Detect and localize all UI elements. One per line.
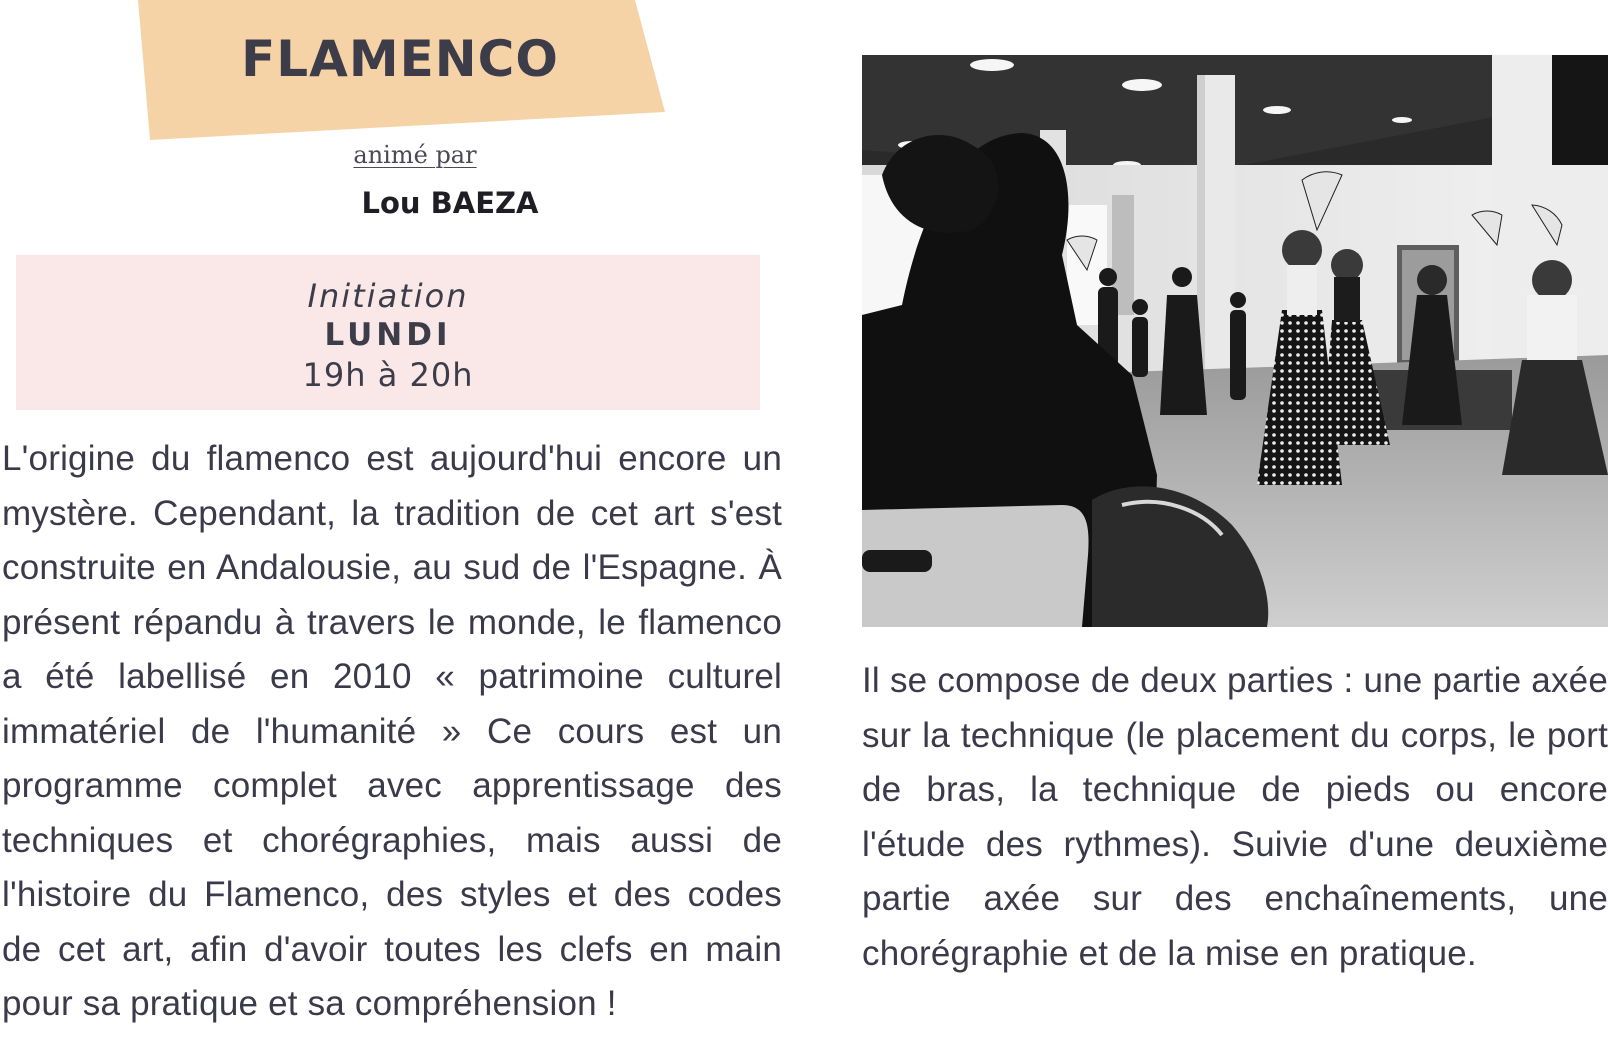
schedule-day: LUNDI	[324, 317, 452, 353]
class-photo	[862, 55, 1608, 627]
description-left: L'origine du flamenco est aujourd'hui encore un mystère. Cependant, la tradition de cet art s'est construite en Andalousie, au sud de l'Espagne. À présent répandu à travers le monde, le flamenco a été labellisé en 2010 « patrimoine culturel immatériel de l'humanité » Ce cours est un programme complet avec apprentissage des techniques et chorégraphies, mais aussi de l'histoire du Flamenco, des styles et des codes de cet art, afin d'avoir toutes les clefs en main pour sa pratique et sa compréhension !	[2, 439, 782, 1023]
schedule-time: 19h à 20h	[302, 356, 474, 394]
schedule-level: Initiation	[307, 277, 469, 315]
page-title: FLAMENCO	[241, 30, 559, 88]
instructor-label: animé par	[353, 141, 477, 169]
instructor-name: Lou BAEZA	[361, 186, 539, 220]
photo-illustration	[862, 55, 1608, 627]
description-right: Il se compose de deux parties : une partie axée sur la technique (le placement du corps, le port de bras, la technique de pieds ou encore l'étude des rythmes). Suivie d'une deuxième partie axée sur des enchaînements, une chorégraphie et de la mise en pratique.	[862, 661, 1608, 973]
schedule-box	[16, 255, 760, 410]
